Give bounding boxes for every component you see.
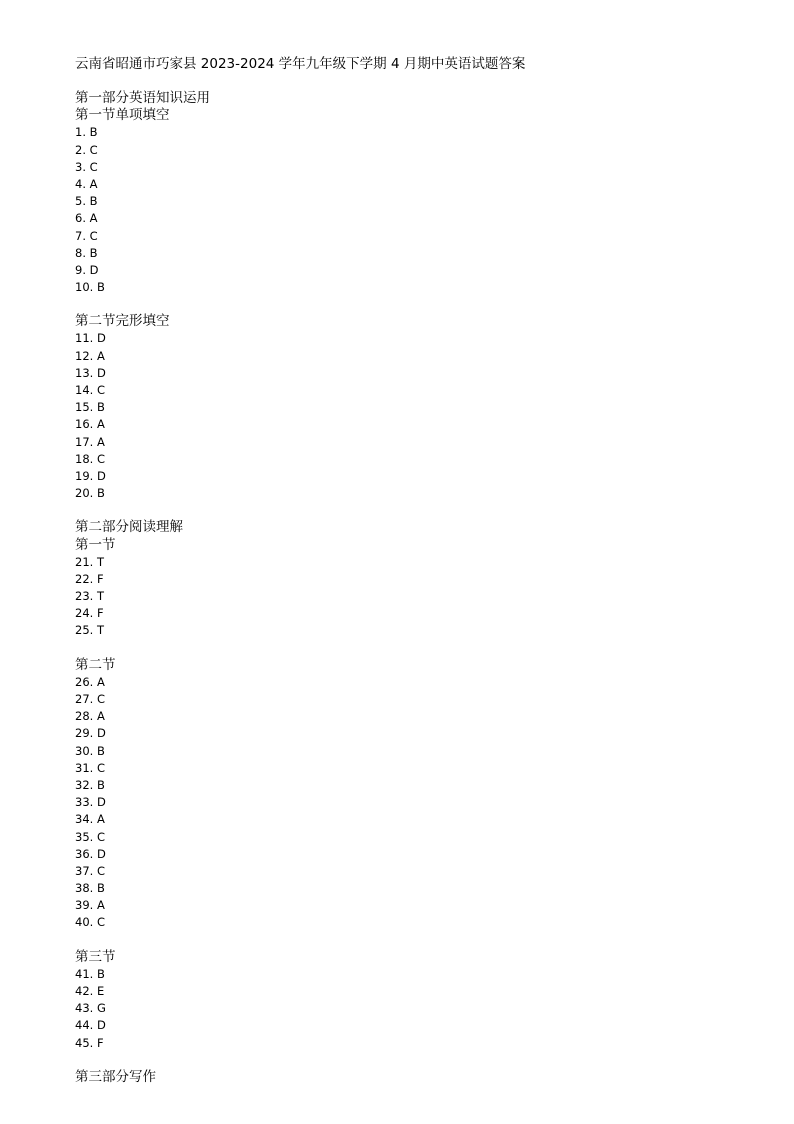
section-heading: 第三节	[75, 948, 116, 965]
question-number: 27 .	[75, 692, 97, 706]
question-number: 21 .	[75, 555, 97, 569]
question-number: 3 .	[75, 160, 90, 174]
answer-letter: A	[89, 211, 98, 226]
answer-letter: A	[96, 709, 105, 724]
answer-letter: A	[96, 812, 105, 827]
answer-letter: A	[96, 348, 105, 363]
question-number: 5 .	[75, 194, 90, 208]
answer-letter: T	[96, 589, 104, 604]
answer-item	[75, 605, 755, 622]
answer-item	[75, 1017, 755, 1034]
answer-item	[75, 725, 755, 742]
answer-letter: B	[96, 400, 105, 415]
question-number: 45 .	[75, 1036, 97, 1050]
question-number: 39 .	[75, 898, 97, 912]
answer-item	[75, 193, 755, 210]
answer-list	[75, 124, 755, 296]
answer-letter: E	[96, 984, 105, 998]
answer-item	[75, 330, 755, 347]
answer-letter: B	[89, 125, 98, 140]
answer-item	[75, 142, 755, 159]
answer-letter: C	[96, 829, 105, 844]
question-number: 30 .	[75, 744, 97, 758]
question-number: 16 .	[75, 417, 97, 431]
answer-item	[75, 485, 755, 502]
answer-section	[75, 313, 755, 502]
answer-list	[75, 330, 755, 502]
answer-letter: G	[96, 1001, 106, 1016]
answer-letter: C	[96, 451, 105, 466]
question-number: 23 .	[75, 589, 97, 603]
answer-item	[75, 863, 755, 880]
answer-letter: C	[89, 228, 98, 243]
answer-letter: D	[96, 331, 106, 346]
question-number: 17 .	[75, 435, 97, 449]
answer-item	[75, 571, 755, 588]
question-number: 19 .	[75, 469, 97, 483]
answer-section	[75, 1069, 755, 1086]
question-number: 35 .	[75, 830, 97, 844]
answer-item	[75, 794, 755, 811]
answer-letter: C	[89, 142, 98, 157]
question-number: 26 .	[75, 675, 97, 689]
answer-item	[75, 880, 755, 897]
answer-item	[75, 983, 755, 1000]
answer-item	[75, 708, 755, 725]
answer-letter: D	[96, 1018, 106, 1033]
section-heading: 第二节完形填空	[75, 313, 170, 330]
question-number: 15 .	[75, 400, 97, 414]
answer-letter: D	[96, 846, 106, 861]
answer-list	[75, 966, 755, 1052]
question-number: 29 .	[75, 726, 97, 740]
answer-item	[75, 262, 755, 279]
answer-letter: A	[96, 417, 105, 432]
question-number: 34 .	[75, 812, 97, 826]
question-number: 20 .	[75, 486, 97, 500]
answer-letter: D	[96, 468, 106, 483]
question-number: 22 .	[75, 572, 97, 586]
answer-letter: C	[96, 760, 105, 775]
question-number: 13 .	[75, 366, 97, 380]
answer-letter: C	[89, 159, 98, 174]
question-number: 32 .	[75, 778, 97, 792]
section-heading: 第二节	[75, 656, 116, 673]
answer-item	[75, 760, 755, 777]
section-heading: 第三部分写作	[75, 1068, 156, 1085]
answer-letter: C	[96, 915, 105, 930]
answer-letter: D	[96, 365, 106, 380]
answer-item	[75, 451, 755, 468]
answer-item	[75, 743, 755, 760]
answer-item	[75, 159, 755, 176]
question-number: 4 .	[75, 177, 90, 191]
answer-letter: B	[96, 280, 105, 295]
question-number: 38 .	[75, 881, 97, 895]
question-number: 41 .	[75, 967, 97, 981]
answer-item	[75, 829, 755, 846]
question-number: 24 .	[75, 606, 97, 620]
answer-letter: A	[96, 674, 105, 689]
answer-letter: F	[96, 1035, 104, 1050]
document-page	[75, 55, 755, 1103]
question-number: 18 .	[75, 452, 97, 466]
answer-letter: F	[96, 571, 104, 586]
answer-item	[75, 210, 755, 227]
answer-section	[75, 657, 755, 932]
answer-letter: B	[96, 777, 105, 792]
question-number: 14 .	[75, 383, 97, 397]
answer-item	[75, 846, 755, 863]
answer-letter: A	[96, 898, 105, 913]
answer-list	[75, 554, 755, 640]
answer-letter: F	[96, 606, 104, 621]
answer-item	[75, 416, 755, 433]
answer-section	[75, 519, 755, 639]
question-number: 43 .	[75, 1001, 97, 1015]
answer-letter: B	[89, 245, 98, 260]
section-heading: 第一节单项填空	[75, 107, 170, 124]
section-heading: 第一部分英语知识运用	[75, 90, 210, 106]
question-number: 40 .	[75, 915, 97, 929]
answer-letter: A	[89, 176, 98, 191]
answer-item	[75, 777, 755, 794]
answer-item	[75, 365, 755, 382]
section-heading: 第二部分阅读理解	[75, 519, 183, 536]
question-number: 1 .	[75, 125, 90, 139]
answer-item	[75, 897, 755, 914]
answer-letter: C	[96, 692, 105, 706]
answer-letter: B	[96, 966, 105, 981]
answer-item	[75, 245, 755, 262]
answer-letter: C	[96, 383, 105, 397]
answer-letter: B	[96, 881, 105, 896]
question-number: 28 .	[75, 709, 97, 723]
question-number: 11 .	[75, 331, 97, 345]
answer-item	[75, 382, 755, 399]
question-number: 2 .	[75, 143, 90, 157]
question-number: 42 .	[75, 984, 97, 998]
question-number: 37 .	[75, 864, 97, 878]
answer-item	[75, 468, 755, 485]
answer-letter: D	[89, 262, 99, 277]
answer-letter: D	[96, 795, 106, 810]
question-number: 31 .	[75, 761, 97, 775]
answer-item	[75, 124, 755, 141]
question-number: 9 .	[75, 263, 90, 277]
answer-item	[75, 966, 755, 983]
question-number: 7 .	[75, 229, 90, 243]
answer-letter: A	[96, 434, 105, 449]
question-number: 6 .	[75, 211, 90, 225]
answer-item	[75, 622, 755, 639]
answer-item	[75, 434, 755, 451]
answer-item	[75, 1000, 755, 1017]
answer-item	[75, 914, 755, 931]
answer-item	[75, 176, 755, 193]
answer-item	[75, 554, 755, 571]
answer-item	[75, 674, 755, 691]
question-number: 10 .	[75, 280, 97, 294]
answer-section	[75, 949, 755, 1052]
question-number: 8 .	[75, 246, 90, 260]
section-heading: 第一节	[75, 536, 116, 553]
answer-item	[75, 811, 755, 828]
answer-item	[75, 279, 755, 296]
answer-sections	[75, 90, 755, 1086]
document-title: 云南省昭通市巧家县 2023-2024 学年九年级下学期 4 月期中英语试题答案	[75, 56, 526, 72]
answer-item	[75, 691, 755, 708]
answer-item	[75, 588, 755, 605]
answer-item	[75, 1035, 755, 1052]
answer-section	[75, 90, 755, 296]
question-number: 44 .	[75, 1018, 97, 1032]
answer-letter: C	[96, 863, 105, 878]
answer-letter: T	[96, 554, 104, 569]
question-number: 12 .	[75, 349, 97, 363]
answer-list	[75, 674, 755, 932]
answer-item	[75, 228, 755, 245]
answer-letter: B	[89, 194, 98, 209]
answer-letter: B	[96, 743, 105, 758]
question-number: 36 .	[75, 847, 97, 861]
question-number: 33 .	[75, 795, 97, 809]
question-number: 25 .	[75, 623, 97, 637]
answer-letter: B	[96, 486, 105, 501]
answer-letter: D	[96, 726, 106, 741]
answer-item	[75, 348, 755, 365]
answer-letter: T	[96, 623, 104, 638]
answer-item	[75, 399, 755, 416]
